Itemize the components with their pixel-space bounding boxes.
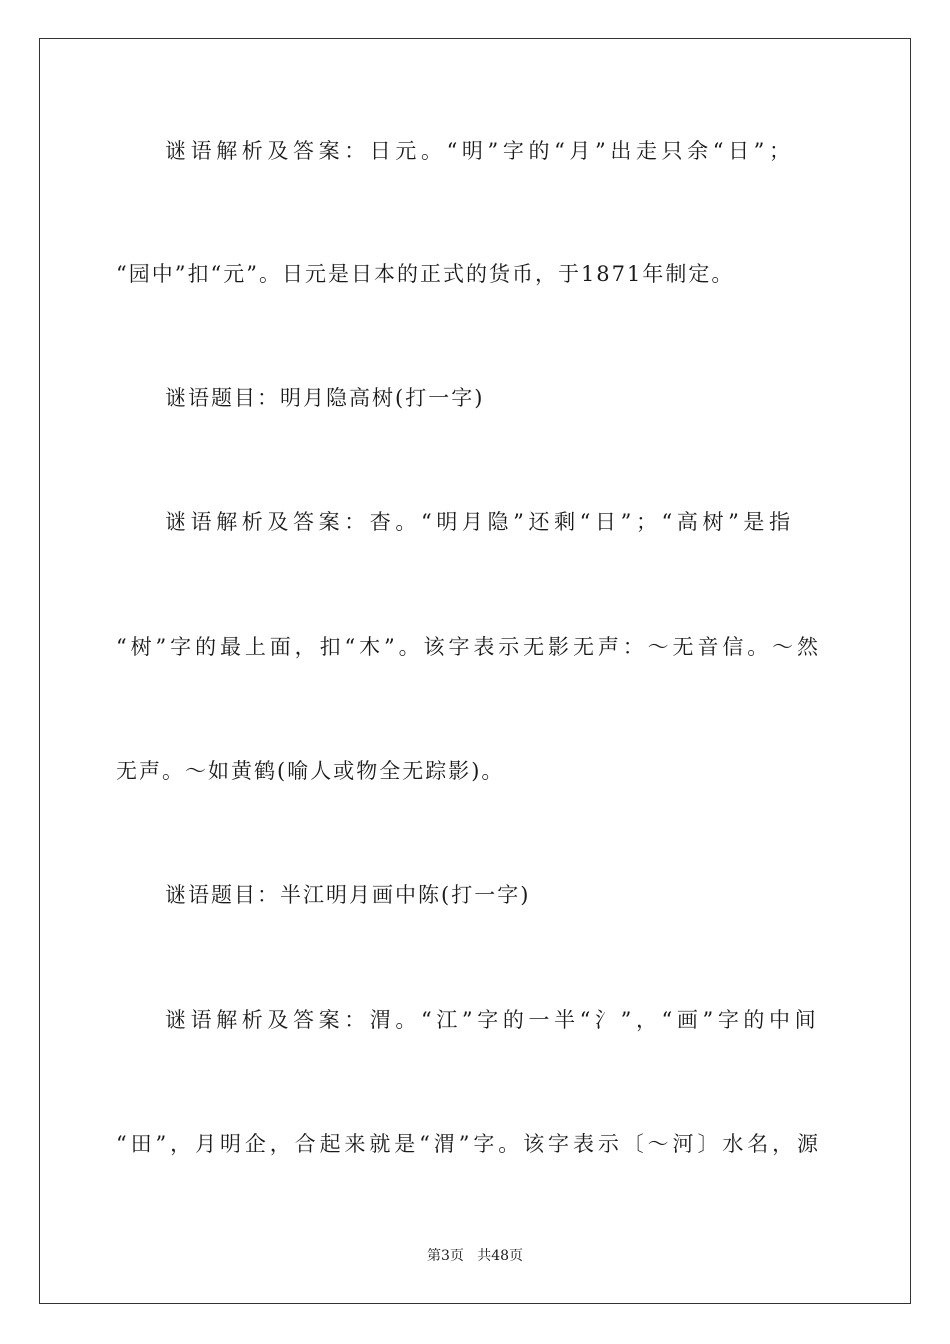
paragraph-line-2: “园中”扣“元”。日元是日本的正式的货币，于1871年制定。 — [116, 262, 735, 286]
paragraph-line-6: 无声。～如黄鹤(喻人或物全无踪影)。 — [116, 759, 505, 783]
riddle-question-2: 谜语题目：半江明月画中陈(打一字) — [165, 883, 531, 907]
paragraph-line-9: “田”，月明企，合起来就是“渭”字。该字表示〔～河〕水名，源 — [116, 1132, 822, 1156]
paragraph-line-4: 谜语解析及答案：杳。“明月隐”还剩“日”；“高树”是指 — [165, 510, 795, 534]
page-border — [39, 38, 911, 1304]
paragraph-line-8: 谜语解析及答案：渭。“江”字的一半“氵”，“画”字的中间 — [165, 1008, 821, 1032]
paragraph-line-5: “树”字的最上面，扣“木”。该字表示无影无声：～无音信。～然 — [116, 635, 822, 659]
paragraph-line-1: 谜语解析及答案：日元。“明”字的“月”出走只余“日”； — [165, 139, 795, 163]
page-number-footer: 第3页 共48页 — [426, 1248, 524, 1264]
riddle-question-1: 谜语题目：明月隐高树(打一字) — [165, 386, 485, 410]
